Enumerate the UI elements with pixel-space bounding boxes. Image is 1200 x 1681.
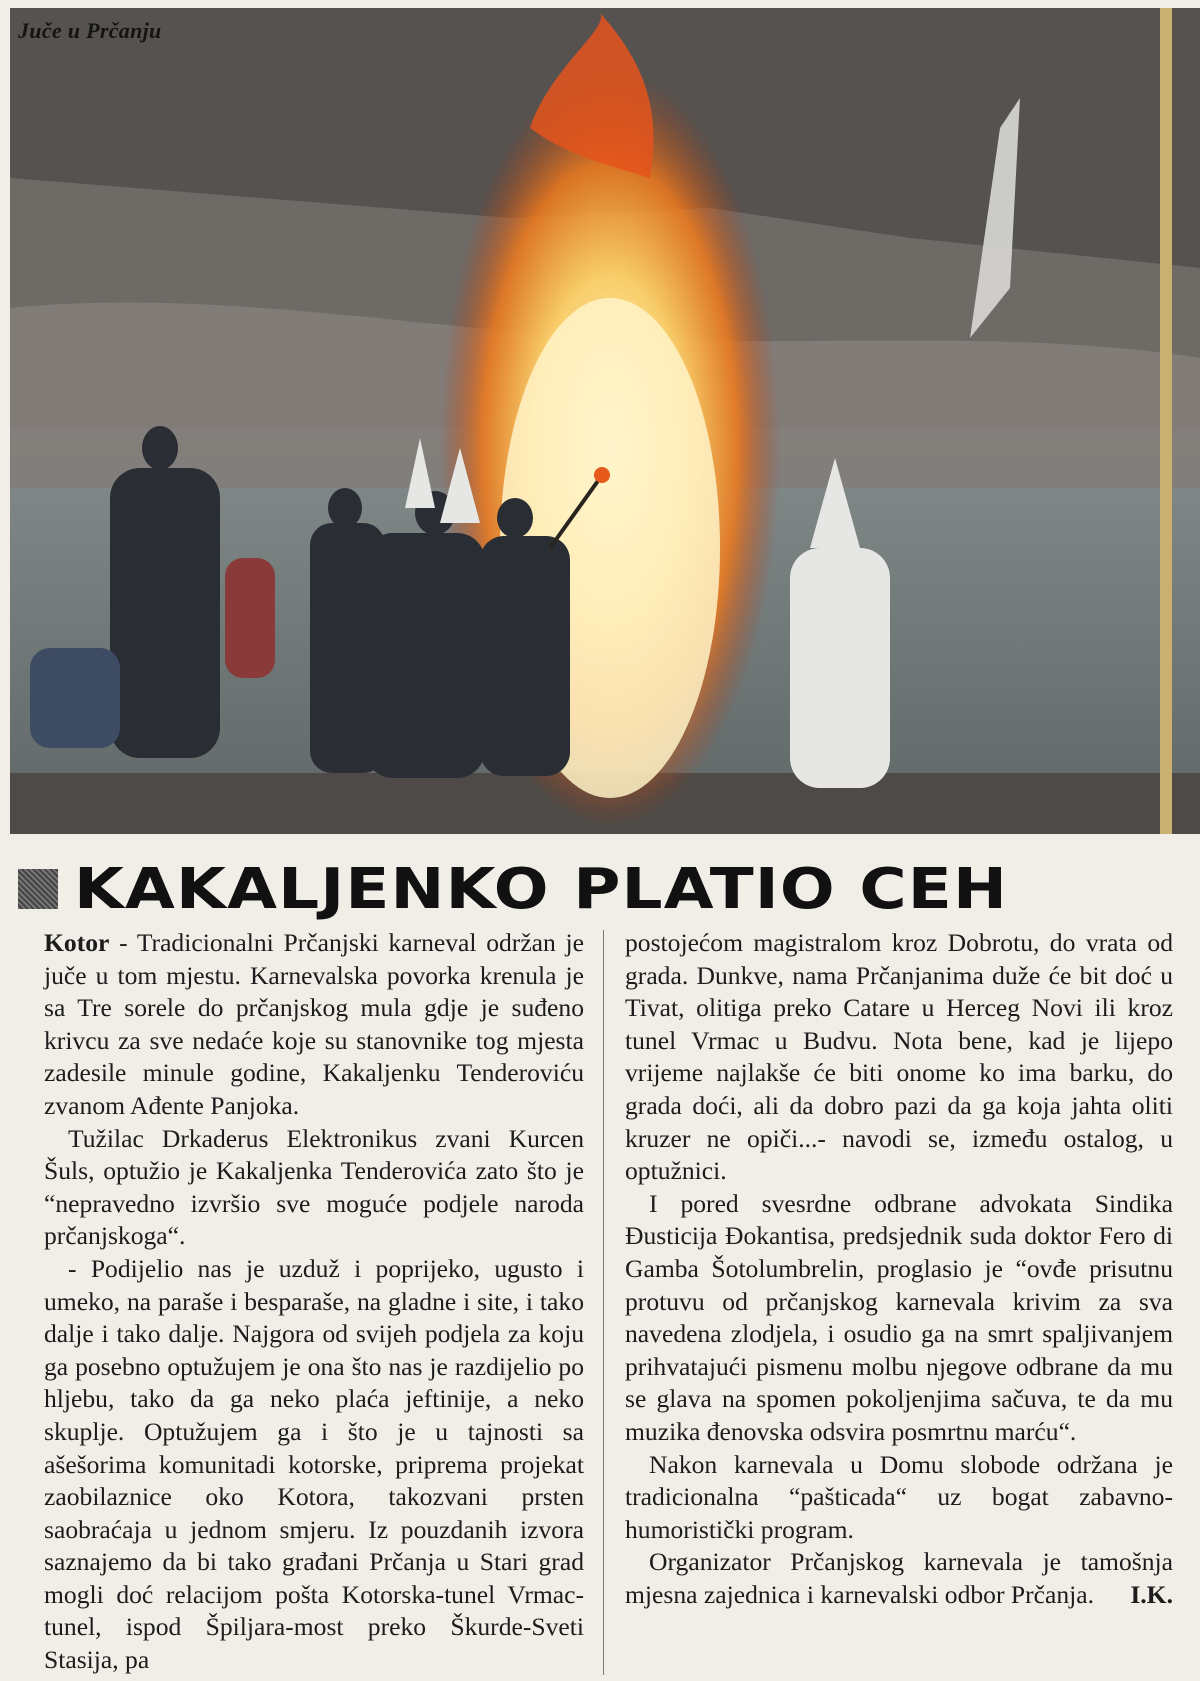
author-signature: I.K. bbox=[1130, 1579, 1173, 1609]
article bbox=[0, 834, 1200, 1681]
headline-bullet-icon bbox=[18, 869, 58, 909]
article-paragraph: I pored svesrdne odbrane advokata Sindika Đusticija Đokantisa, predsjednik suda doktor Fero di Gamba Šotolumbrelin, proglasio je “ovđe prisutnu protuvu od prčanjskog karnevala krivim za sva navedena zlodjela, i osudio ga na smrt spaljivanjem prihvatajući pismenu molbu njegove odbrane da mu se glava na spomen pokoljenjima sačuva, te da mu muzika đenovska odsvira posmrtnu marću“. bbox=[625, 1188, 1173, 1446]
photo-caption: Juče u Prčanju bbox=[18, 18, 162, 43]
article-column-left bbox=[44, 927, 584, 1677]
bonfire-scene-illustration bbox=[10, 8, 1200, 834]
dateline: Kotor bbox=[44, 928, 110, 957]
article-paragraph bbox=[44, 927, 584, 1123]
news-photo bbox=[10, 8, 1200, 834]
article-paragraph: - Podijelio nas je uzduž i poprijeko, ugusto i umeko, na paraše i besparaše, na gladne i site, i tako dalje i tako dalje. Najgora od svijeh podjela za koju ga posebno optužujem je ona što nas je razdijelio po hljebu, tako da ga neko plaća jeftinije, a neko skuplje. Optužujem ga i što je u tajnosti sa ašešorima komunitadi kotorske, priprema projekat zaobilaznice oko Kotora, takozvani prsten saobraćaja u jednom smjeru. Iz pouzdanih izvora saznajemo da bi tako građani Prčanja u Stari grad mogli doć relacijom pošta Kotorska-tunel Vrmac-tunel, ispod Špiljara-most preko Škurde-Sveti Stasija, pa bbox=[44, 1253, 584, 1675]
article-paragraph bbox=[625, 1546, 1173, 1611]
article-paragraph: postojećom magistralom kroz Dobrotu, do vrata od grada. Dunkve, nama Prčanjanima duže će bit doć u Tivat, olitiga preko Catare u Herceg Novi ili kroz tunel Vrmac u Budvu. Nota bene, kad je lijepo vrijeme najlakše će biti onome ko ima barku, do grada doći, ali da dobro pazi da ga koja jahta oliti kruzer ne opiči...- navodi se, između ostalog, u optužnici. bbox=[625, 928, 1173, 1186]
headline: KAKALJENKO PLATIO CEH bbox=[74, 856, 1008, 922]
article-paragraph: Nakon karnevala u Domu slobode održana je tradicionalna “pašticada“ uz bogat zabavno-humoristički program. bbox=[625, 1449, 1173, 1544]
paragraph-text: - Tradicionalni Prčanjski karneval održan je juče u tom mjestu. Karnevalska povorka krenula je sa Tre sorele do prčanjskog mula gdje je suđeno krivcu za sve nedaće koje su stanovnike tog mjesta zadesile minule godine, Kakaljenku Tenderoviću zvanom Ađente Panjoka. bbox=[44, 928, 584, 1120]
article-paragraph: Tužilac Drkaderus Elektronikus zvani Kurcen Šuls, optužio je Kakaljenka Tenderovića zato što je “nepravedno izvršio sve moguće podjele naroda prčanjskoga“. bbox=[44, 1123, 584, 1251]
article-column-right bbox=[625, 927, 1173, 1611]
paragraph-text: Organizator Prčanjskog karnevala je tamošnja mjesna zajednica i karnevalski odbor Prčanja. bbox=[625, 1547, 1173, 1609]
headline-row bbox=[18, 852, 1008, 926]
column-divider bbox=[603, 930, 604, 1675]
